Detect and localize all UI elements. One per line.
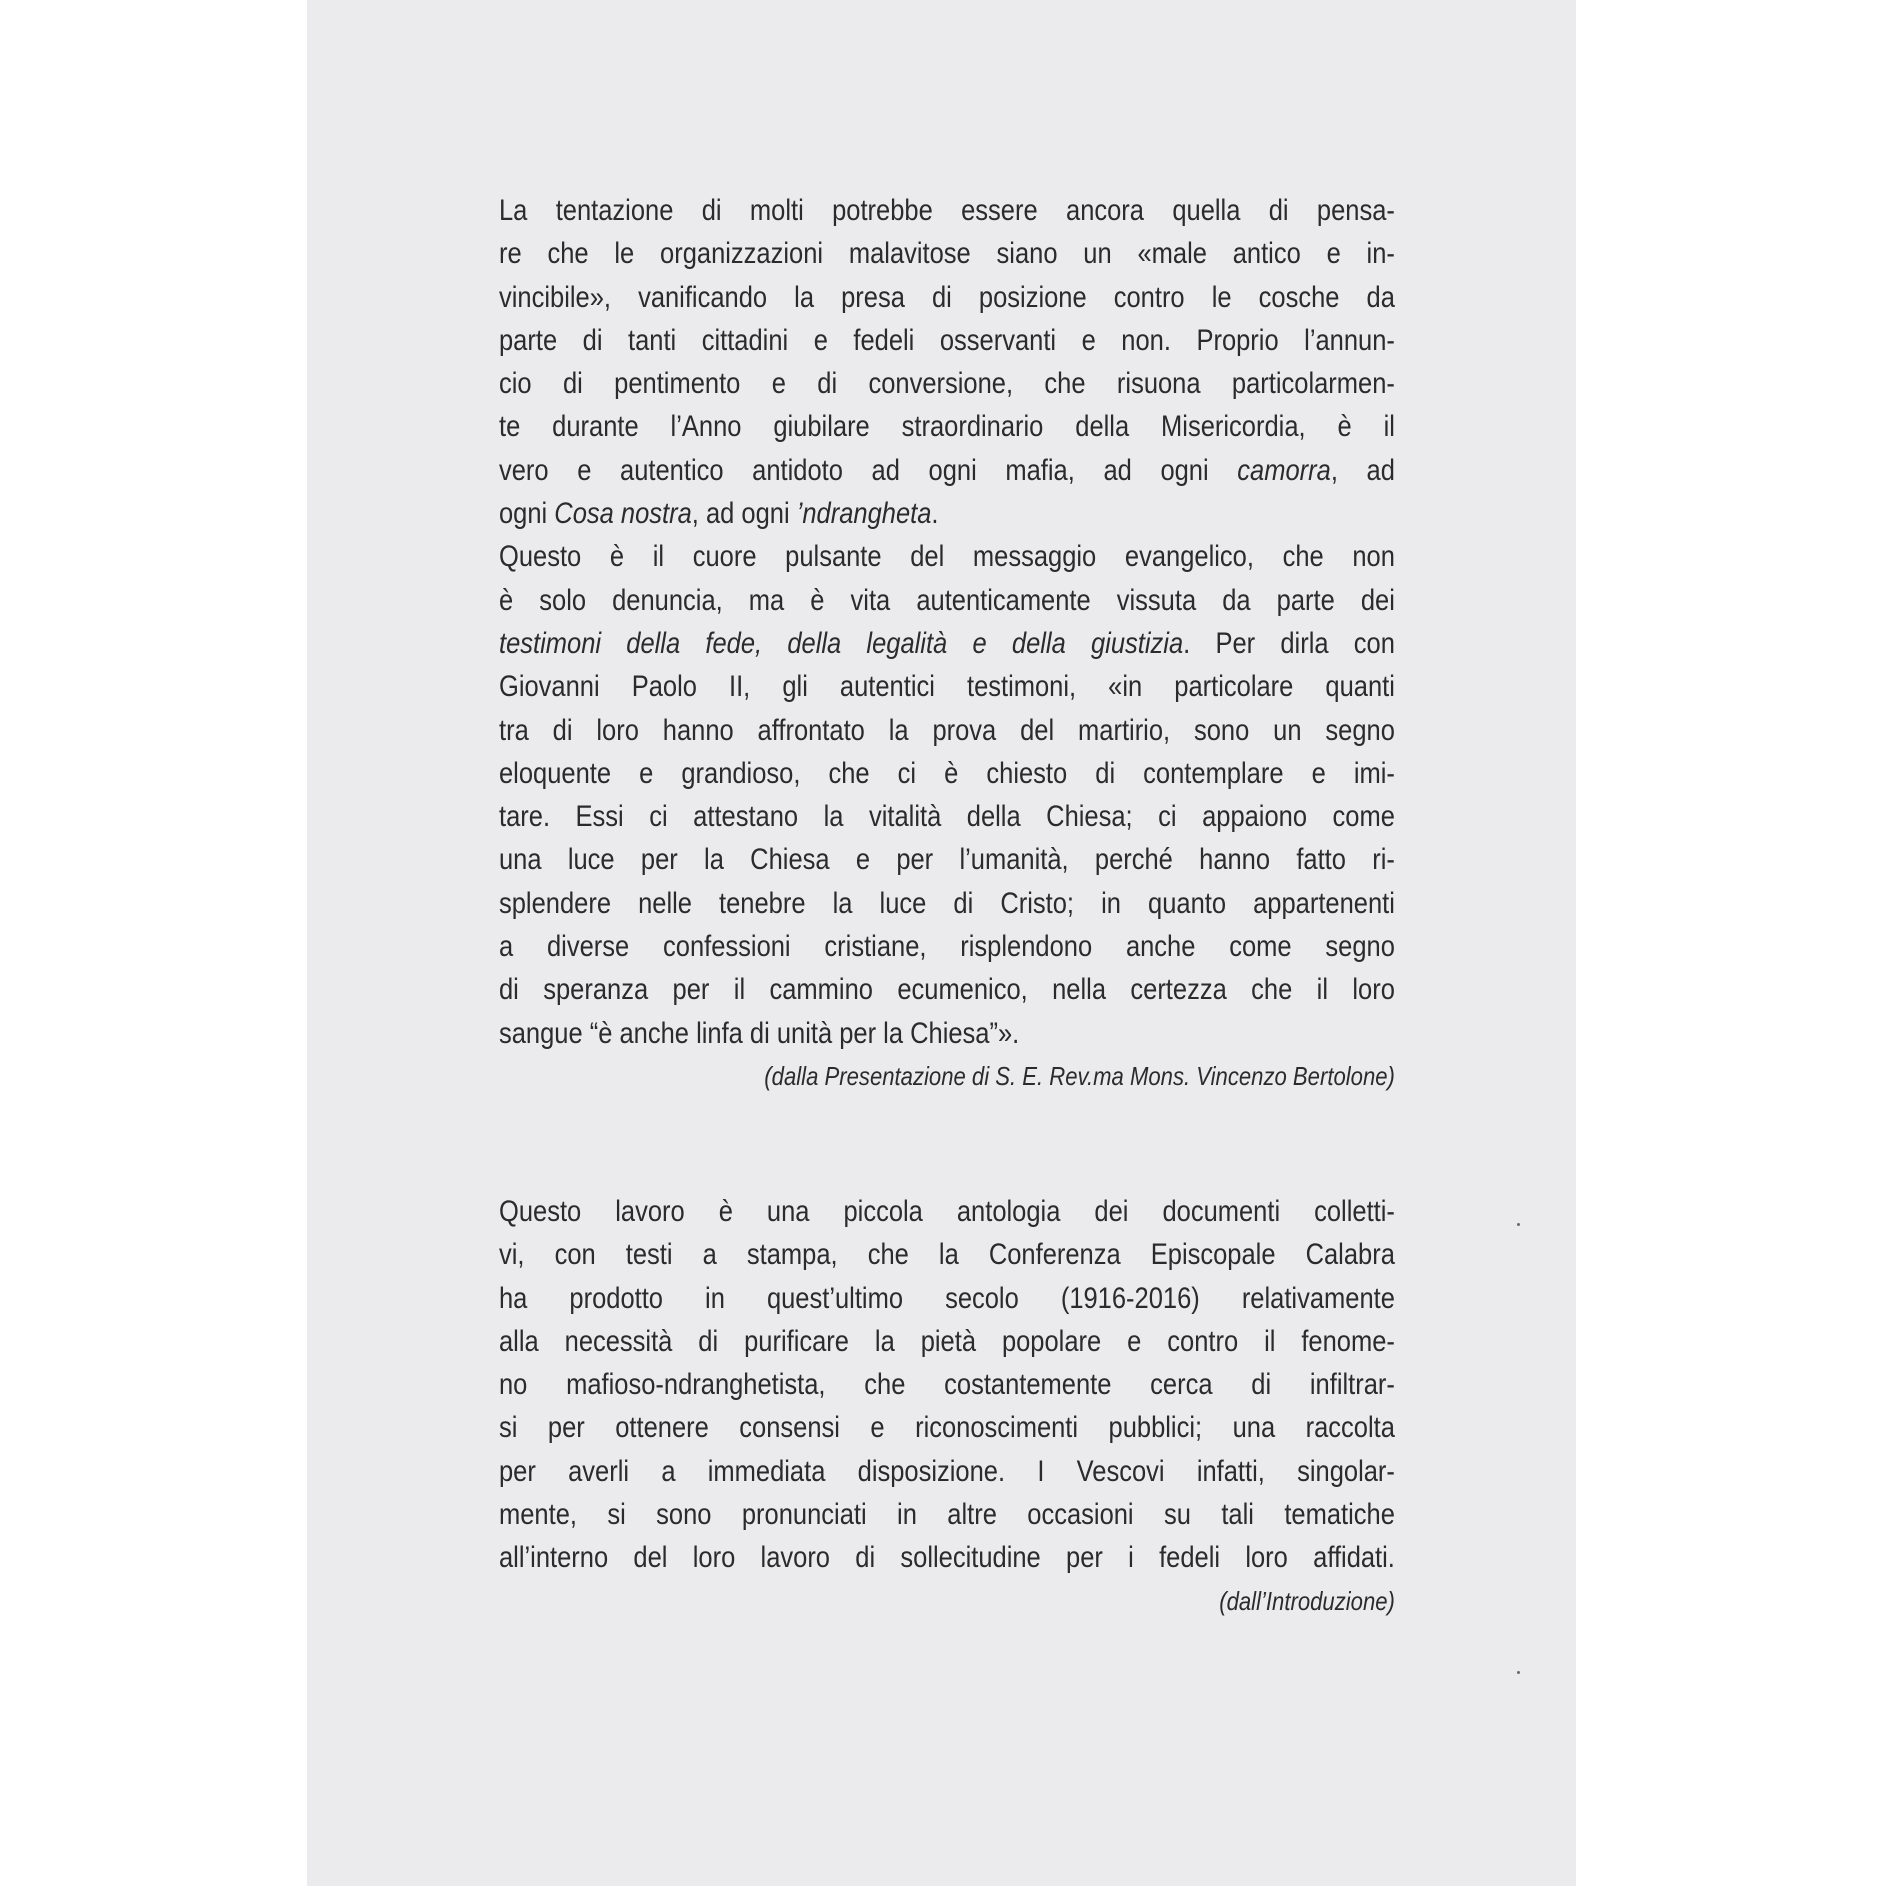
text-line: eloquente e grandioso, che ci è chiesto di contemplare e imi- (499, 756, 1395, 790)
text-line: per averli a immediata disposizione. I Vescovi infatti, singolar- (499, 1454, 1395, 1488)
text-run: vero e autentico antidoto ad ogni mafia, ad ogni (499, 453, 1238, 487)
text-line: a diverse confessioni cristiane, risplendono anche come segno (499, 930, 1395, 964)
text-line: vincibile», vanificando la presa di posizione contro le cosche da (499, 280, 1395, 314)
text-line: di speranza per il cammino ecumenico, nella certezza che il loro (499, 973, 1395, 1007)
text-run: , ad (1330, 453, 1395, 487)
text-line: no mafioso-ndranghetista, che costantemente cerca di infiltrar- (499, 1368, 1395, 1402)
italic-term: camorra (1237, 453, 1331, 487)
text-line: La tentazione di molti potrebbe essere ancora quella di pensa- (499, 194, 1395, 227)
italic-term: testimoni della fede, della legalità e della giustizia (499, 626, 1184, 660)
text-line: si per ottenere consensi e riconoscimenti pubblici; una raccolta (499, 1411, 1395, 1445)
text-line: tra di loro hanno affrontato la prova del martirio, sono un segno (499, 713, 1395, 747)
text-line: mente, si sono pronunciati in altre occasioni su tali tematiche (499, 1498, 1395, 1532)
text-line: te durante l’Anno giubilare straordinario della Misericordia, è il (499, 410, 1395, 444)
text-run: . Per dirla con (1183, 626, 1395, 660)
text-line: Questo lavoro è una piccola antologia dei documenti colletti- (499, 1195, 1395, 1228)
text-line: ha prodotto in quest’ultimo secolo (1916-2016) relativamente (499, 1281, 1395, 1315)
text-run: . (931, 497, 939, 531)
text-line: parte di tanti cittadini e fedeli osservanti e non. Proprio l’annun- (499, 323, 1395, 357)
italic-term: Cosa nostra (554, 497, 692, 531)
text-line (499, 449, 1395, 492)
text-line: vi, con testi a stampa, che la Conferenza Episcopale Calabra (499, 1238, 1395, 1272)
presentation-attribution: (dalla Presentazione di S. E. Rev.ma Mons. Vincenzo Bertolone) (764, 1060, 1395, 1091)
introduction-excerpt (499, 1190, 1395, 1623)
paper-speck (1517, 1671, 1520, 1674)
presentation-excerpt (499, 189, 1395, 1098)
text-line: splendere nelle tenebre la luce di Cristo; in quanto appartenenti (499, 886, 1395, 920)
text-line: è solo denuncia, ma è vita autenticamente vissuta da parte dei (499, 583, 1395, 617)
paper-speck (1517, 1223, 1520, 1226)
text-line: Giovanni Paolo II, gli autentici testimoni, «in particolare quanti (499, 670, 1395, 704)
text-run: , ad ogni (691, 497, 797, 531)
text-line: una luce per la Chiesa e per l’umanità, perché hanno fatto ri- (499, 843, 1395, 877)
text-line: tare. Essi ci attestano la vitalità della Chiesa; ci appaiono come (499, 800, 1395, 834)
text-line (499, 492, 1395, 535)
introduction-attribution: (dall’Introduzione) (1219, 1585, 1395, 1616)
text-line: alla necessità di purificare la pietà popolare e contro il fenome- (499, 1324, 1395, 1358)
text-line: Questo è il cuore pulsante del messaggio evangelico, che non (499, 540, 1395, 574)
text-run: ogni (499, 497, 555, 531)
italic-term: ’ndrangheta (796, 497, 932, 531)
text-line: re che le organizzazioni malavitose siano un «male antico e in- (499, 237, 1395, 271)
text-line: all’interno del loro lavoro di sollecitudine per i fedeli loro affidati. (499, 1541, 1395, 1575)
text-line (499, 622, 1395, 665)
text-line: cio di pentimento e di conversione, che risuona particolarmen- (499, 367, 1395, 401)
text-line: sangue “è anche linfa di unità per la Chiesa”». (499, 1016, 1020, 1050)
